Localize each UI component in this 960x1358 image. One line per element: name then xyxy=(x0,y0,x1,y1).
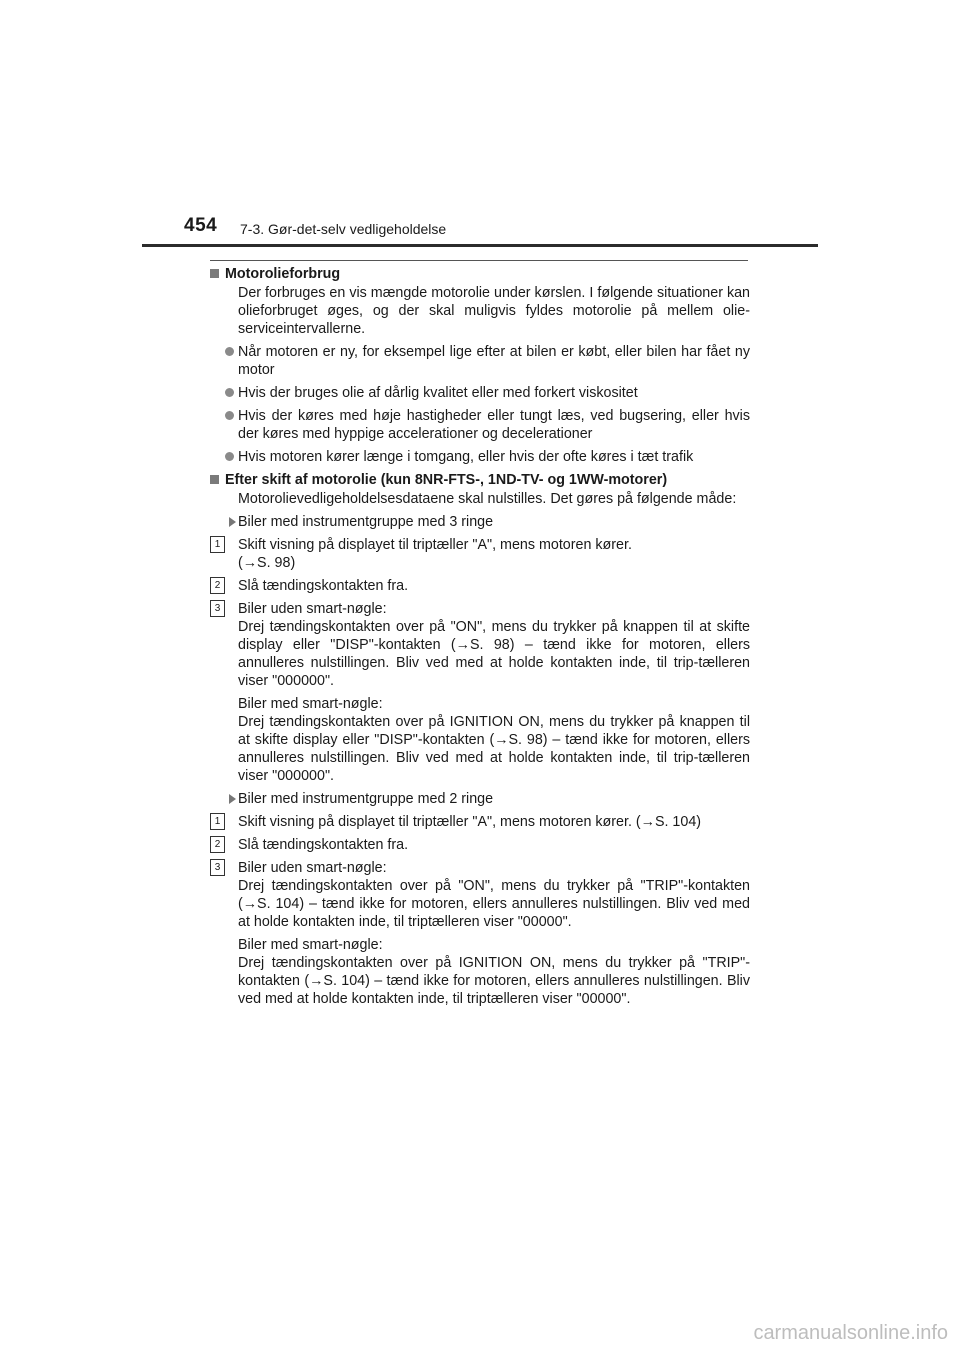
circle-bullet-icon xyxy=(225,388,234,397)
step-item: 3 Biler uden smart-nøgle: Drej tændingskontakten over på "ON", mens du trykker på "TRIP"-kontakten (→S. 104) – tænd ikke for motoren, ellers annulleres nulstillingen. Bliv ved med at holde kontakten inde, til triptælleren viser "00000". xyxy=(210,859,750,931)
circle-bullet-icon xyxy=(225,452,234,461)
section-heading: Efter skift af motorolie (kun 8NR-FTS-, 1ND-TV- og 1WW-motorer) xyxy=(210,471,750,489)
list-item: Hvis motoren kører længe i tomgang, eller hvis der ofte køres i tæt trafik xyxy=(210,448,750,466)
triangle-arrow-icon xyxy=(229,794,236,804)
step-number-badge: 1 xyxy=(210,813,225,830)
section-intro: Der forbruges en vis mængde motorolie under kørslen. I følgende situationer kan olieforbruget øges, og der skal muligvis fyldes motorolie på mellem olie-serviceintervallerne. xyxy=(238,285,750,337)
content-rule xyxy=(210,260,748,261)
page-header xyxy=(0,0,960,250)
section-title: 7-3. Gør-det-selv vedligeholdelse xyxy=(240,221,447,237)
circle-bullet-icon xyxy=(225,347,234,356)
step-continuation: Biler med smart-nøgle: Drej tændingskontakten over på IGNITION ON, mens du trykker på knappen til at skifte display eller "DISP"-kontakten (→S. 98) – tænd ikke for motoren, ellers annulleres nulstillingen. Bliv ved med at holde kontakten inde, til trip-tælleren viser "000000". xyxy=(238,696,750,784)
step-number-badge: 3 xyxy=(210,600,225,617)
step-item: 1 Skift visning på displayet til triptæller "A", mens motoren kører. (→S. 98) xyxy=(210,536,750,572)
square-bullet-icon xyxy=(210,475,219,484)
circle-bullet-icon xyxy=(225,411,234,420)
section-heading: Motorolieforbrug xyxy=(210,265,750,283)
step-number-badge: 3 xyxy=(210,859,225,876)
triangle-arrow-icon xyxy=(229,517,236,527)
page-number: 454 xyxy=(184,215,218,236)
subsection-title: Biler med instrumentgruppe med 3 ringe xyxy=(210,513,750,531)
header-rule xyxy=(142,244,818,247)
list-item: Når motoren er ny, for eksempel lige efter at bilen er købt, eller bilen har fået ny motor xyxy=(210,343,750,379)
content-body xyxy=(210,265,750,1013)
step-number-badge: 2 xyxy=(210,836,225,853)
list-item: Hvis der bruges olie af dårlig kvalitet eller med forkert viskositet xyxy=(210,384,750,402)
list-item: Hvis der køres med høje hastigheder eller tungt læs, ved bugsering, eller hvis der køres med hyppige accelerationer og decelerationer xyxy=(210,407,750,443)
step-item: 2 Slå tændingskontakten fra. xyxy=(210,836,750,854)
step-item: 3 Biler uden smart-nøgle: Drej tændingskontakten over på "ON", mens du trykker på knappen til at skifte display eller "DISP"-kontakten (→S. 98) – tænd ikke for motoren, ellers annulleres nulstillingen. Bliv ved med at holde kontakten inde, til trip-tælleren viser "000000". xyxy=(210,600,750,690)
section-intro: Motorolievedligeholdelsesdataene skal nulstilles. Det gøres på følgende måde: xyxy=(238,491,737,507)
step-item: 1 Skift visning på displayet til triptæller "A", mens motoren kører. (→S. 104) xyxy=(210,813,750,831)
subsection-title: Biler med instrumentgruppe med 2 ringe xyxy=(210,790,750,808)
step-item: 2 Slå tændingskontakten fra. xyxy=(210,577,750,595)
step-continuation: Biler med smart-nøgle: Drej tændingskontakten over på IGNITION ON, mens du trykker på "TRIP"-kontakten (→S. 104) – tænd ikke for motoren, ellers annulleres nulstillingen. Bliv ved med at holde kontakten inde, til triptælleren viser "00000". xyxy=(238,937,750,1007)
step-number-badge: 1 xyxy=(210,536,225,553)
step-number-badge: 2 xyxy=(210,577,225,594)
watermark: carmanualsonline.info xyxy=(753,1322,948,1344)
square-bullet-icon xyxy=(210,269,219,278)
